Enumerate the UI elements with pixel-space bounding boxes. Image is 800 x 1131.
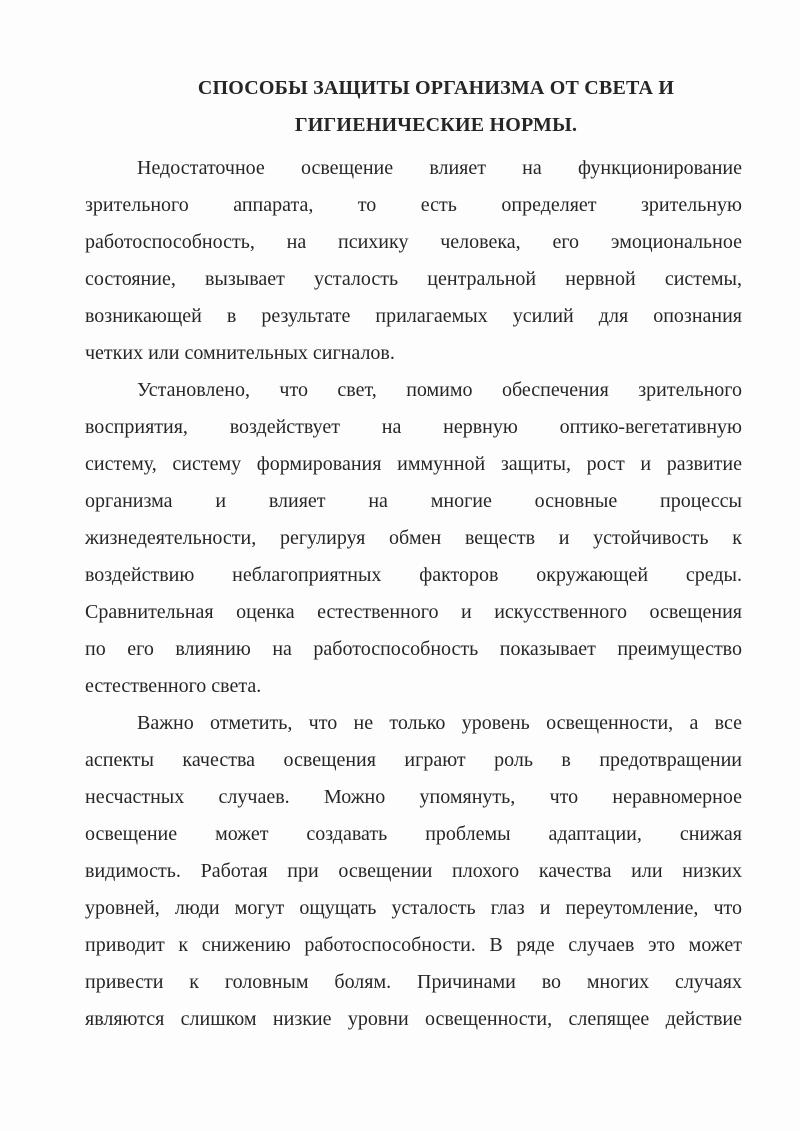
document-title-line-2: ГИГИЕНИЧЕСКИЕ НОРМЫ.: [294, 114, 578, 136]
text-line: возникающей в результате прилагаемых усилий для опознания: [85, 305, 742, 327]
text-line: воздействию неблагоприятных факторов окружающей среды.: [85, 564, 742, 586]
text-line: Сравнительная оценка естественного и искусственного освещения: [85, 601, 742, 623]
text-line: приводит к снижению работоспособности. В ряде случаев это может: [85, 934, 742, 956]
text-line: работоспособность, на психику человека, его эмоциональное: [85, 231, 742, 253]
text-line: восприятия, воздействует на нервную оптико-вегетативную: [85, 416, 742, 438]
text-line: по его влиянию на работоспособность показывает преимущество: [85, 638, 742, 660]
text-line: уровней, люди могут ощущать усталость глаз и переутомление, что: [85, 897, 742, 919]
text-line: Важно отметить, что не только уровень освещенности, а все: [137, 712, 742, 734]
text-line: несчастных случаев. Можно упомянуть, что неравномерное: [85, 786, 742, 808]
document-title-line-1: СПОСОБЫ ЗАЩИТЫ ОРГАНИЗМА ОТ СВЕТА И: [197, 77, 675, 99]
text-line: Установлено, что свет, помимо обеспечения зрительного: [137, 379, 742, 401]
text-line: естественного света.: [85, 675, 262, 697]
text-line: состояние, вызывает усталость центральной нервной системы,: [85, 268, 742, 290]
text-line: освещение может создавать проблемы адаптации, снижая: [85, 823, 742, 845]
paragraph: [85, 150, 742, 372]
text-line: аспекты качества освещения играют роль в предотвращении: [85, 749, 742, 771]
text-line: четких или сомнительных сигналов.: [85, 342, 395, 364]
text-line: организма и влияет на многие основные процессы: [85, 490, 742, 512]
text-line: жизнедеятельности, регулируя обмен веществ и устойчивость к: [85, 527, 742, 549]
document-title: [85, 70, 742, 144]
text-line: привести к головным болям. Причинами во многих случаях: [85, 971, 742, 993]
text-line: Недостаточное освещение влияет на функционирование: [137, 157, 742, 179]
text-line: видимость. Работая при освещении плохого качества или низких: [85, 860, 742, 882]
text-line: систему, систему формирования иммунной защиты, рост и развитие: [85, 453, 742, 475]
text-line: являются слишком низкие уровни освещенности, слепящее действие: [85, 1008, 742, 1030]
paragraph: [85, 705, 742, 1038]
text-line: зрительного аппарата, то есть определяет зрительную: [85, 194, 742, 216]
paragraph: [85, 372, 742, 705]
document-body: [85, 150, 742, 1038]
